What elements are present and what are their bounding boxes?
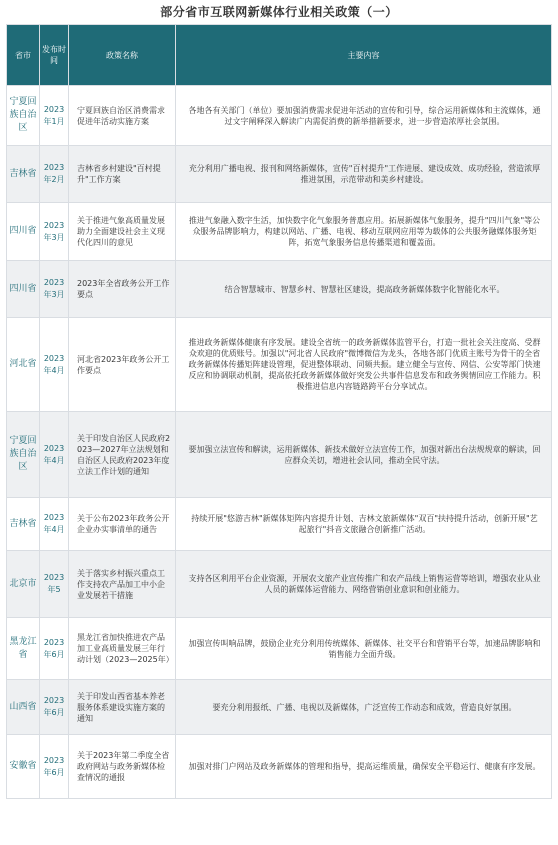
table-row bbox=[7, 261, 552, 318]
cell-content: 要充分利用报纸、广播、电视以及新媒体，广泛宣传工作动态和成效，营造良好氛围。 bbox=[176, 680, 552, 735]
cell-province: 宁夏回族自治区 bbox=[7, 86, 40, 146]
table-row bbox=[7, 318, 552, 412]
cell-time: 2023年2月 bbox=[40, 146, 69, 203]
cell-name: 关于印发自治区人民政府2023—2027年立法规划和自治区人民政府2023年度立法工作计划的通知 bbox=[69, 412, 176, 498]
cell-time: 2023年3月 bbox=[40, 203, 69, 261]
cell-content: 要加强立法宣传和解读，运用新媒体、新技术做好立法宣传工作，加强对新出台法规规章的解读，回应群众关切，增进社会认同，推动全民守法。 bbox=[176, 412, 552, 498]
cell-time: 2023年6月 bbox=[40, 618, 69, 680]
cell-name: 关于推进气象高质量发展助力全面建设社会主义现代化四川的意见 bbox=[69, 203, 176, 261]
cell-time: 2023年6月 bbox=[40, 680, 69, 735]
cell-province: 黑龙江省 bbox=[7, 618, 40, 680]
table-row bbox=[7, 86, 552, 146]
cell-name: 黑龙江省加快推进农产品加工业高质量发展三年行动计划（2023—2025年） bbox=[69, 618, 176, 680]
cell-province: 四川省 bbox=[7, 203, 40, 261]
cell-content: 推进气象融入数字生活，加快数字化气象服务普惠应用。拓展新媒体气象服务，提升"四川气象"等公众服务品牌影响力，构建以网站、广播、电视、移动互联网应用等为载体的公共服务融媒体服务矩阵，拓宽气象服务信息传播渠道和覆盖面。 bbox=[176, 203, 552, 261]
cell-time: 2023年4月 bbox=[40, 318, 69, 412]
cell-province: 河北省 bbox=[7, 318, 40, 412]
table-row bbox=[7, 618, 552, 680]
policy-table bbox=[6, 24, 552, 799]
table-row bbox=[7, 498, 552, 551]
cell-name: 2023年全省政务公开工作要点 bbox=[69, 261, 176, 318]
table-row bbox=[7, 735, 552, 799]
cell-content: 加强对排门户网站及政务新媒体的管理和指导，提高运维质量，确保安全平稳运行、健康有序发展。 bbox=[176, 735, 552, 799]
cell-name: 宁夏回族自治区消费需求促进年活动实施方案 bbox=[69, 86, 176, 146]
cell-province: 山西省 bbox=[7, 680, 40, 735]
cell-name: 关于2023年第二季度全省政府网站与政务新媒体检查情况的通报 bbox=[69, 735, 176, 799]
cell-time: 2023年5 bbox=[40, 551, 69, 618]
cell-name: 关于落实乡村振兴重点工作支持农产品加工中小企业发展若干措施 bbox=[69, 551, 176, 618]
cell-time: 2023年6月 bbox=[40, 735, 69, 799]
header-province: 省市 bbox=[7, 25, 40, 86]
cell-province: 四川省 bbox=[7, 261, 40, 318]
cell-content: 结合智慧城市、智慧乡村、智慧社区建设，提高政务新媒体数字化智能化水平。 bbox=[176, 261, 552, 318]
cell-province: 吉林省 bbox=[7, 146, 40, 203]
cell-time: 2023年1月 bbox=[40, 86, 69, 146]
table-row bbox=[7, 412, 552, 498]
table-row bbox=[7, 680, 552, 735]
cell-content: 推进政务新媒体健康有序发展。建设全省统一的政务新媒体监管平台，打造一批社会关注度高、受群众欢迎的优质账号。加强以"河北省人民政府"微博微信为龙头，各地各部门优质主账号为骨干的全省政务新媒体传播矩阵建设管理，促进整体联动、同频共振。建立健全与宣传、网信、公安等部门快速反应和协调联动机制，提高依托政务新媒体做好突发公共事件信息发布和政务舆情回应工作能力。积极推进信息内容链路跨平台分享试点。 bbox=[176, 318, 552, 412]
cell-name: 关于公布2023年政务公开企业办实事清单的通告 bbox=[69, 498, 176, 551]
table-header-row bbox=[7, 25, 552, 86]
cell-content: 支持各区利用平台企业资源，开展农文旅产业宣传推广和农产品线上销售运营等培训，增强农业从业人员的新媒体运营能力、网络营销创业意识和创业能力。 bbox=[176, 551, 552, 618]
table-row bbox=[7, 203, 552, 261]
page-title: 部分省市互联网新媒体行业相关政策（一） bbox=[160, 5, 398, 19]
cell-name: 吉林省乡村建设"百村提升"工作方案 bbox=[69, 146, 176, 203]
header-content: 主要内容 bbox=[176, 25, 552, 86]
cell-content: 各地各有关部门（单位）要加强消费需求促进年活动的宣传和引导，综合运用新媒体和主流媒体，通过文字阐释深入解读广内需促消费的新举措新要求，进一步营造浓厚社会氛围。 bbox=[176, 86, 552, 146]
header-time: 发布时间 bbox=[40, 25, 69, 86]
cell-name: 关于印发山西省基本养老服务体系建设实施方案的通知 bbox=[69, 680, 176, 735]
cell-time: 2023年3月 bbox=[40, 261, 69, 318]
table-row bbox=[7, 551, 552, 618]
cell-content: 加强宣传叫响品牌，鼓励企业充分利用传统媒体、新媒体、社交平台和营销平台等，加速品牌影响和销售能力全面升级。 bbox=[176, 618, 552, 680]
cell-province: 吉林省 bbox=[7, 498, 40, 551]
cell-time: 2023年4月 bbox=[40, 412, 69, 498]
cell-content: 充分利用广播电视、报刊和网络新媒体，宣传"百村提升"工作进展、建设成效、成功经验，营造浓厚推进氛围，示范带动和美乡村建设。 bbox=[176, 146, 552, 203]
cell-province: 安徽省 bbox=[7, 735, 40, 799]
table-row bbox=[7, 146, 552, 203]
cell-time: 2023年4月 bbox=[40, 498, 69, 551]
header-name: 政策名称 bbox=[69, 25, 176, 86]
cell-content: 持续开展"悠游吉林"新媒体矩阵内容提升计划、吉林文旅新媒体"双百"扶持提升活动，创新开展"艺起旅行"抖音文旅融合创新推广活动。 bbox=[176, 498, 552, 551]
cell-name: 河北省2023年政务公开工作要点 bbox=[69, 318, 176, 412]
cell-province: 北京市 bbox=[7, 551, 40, 618]
cell-province: 宁夏回族自治区 bbox=[7, 412, 40, 498]
